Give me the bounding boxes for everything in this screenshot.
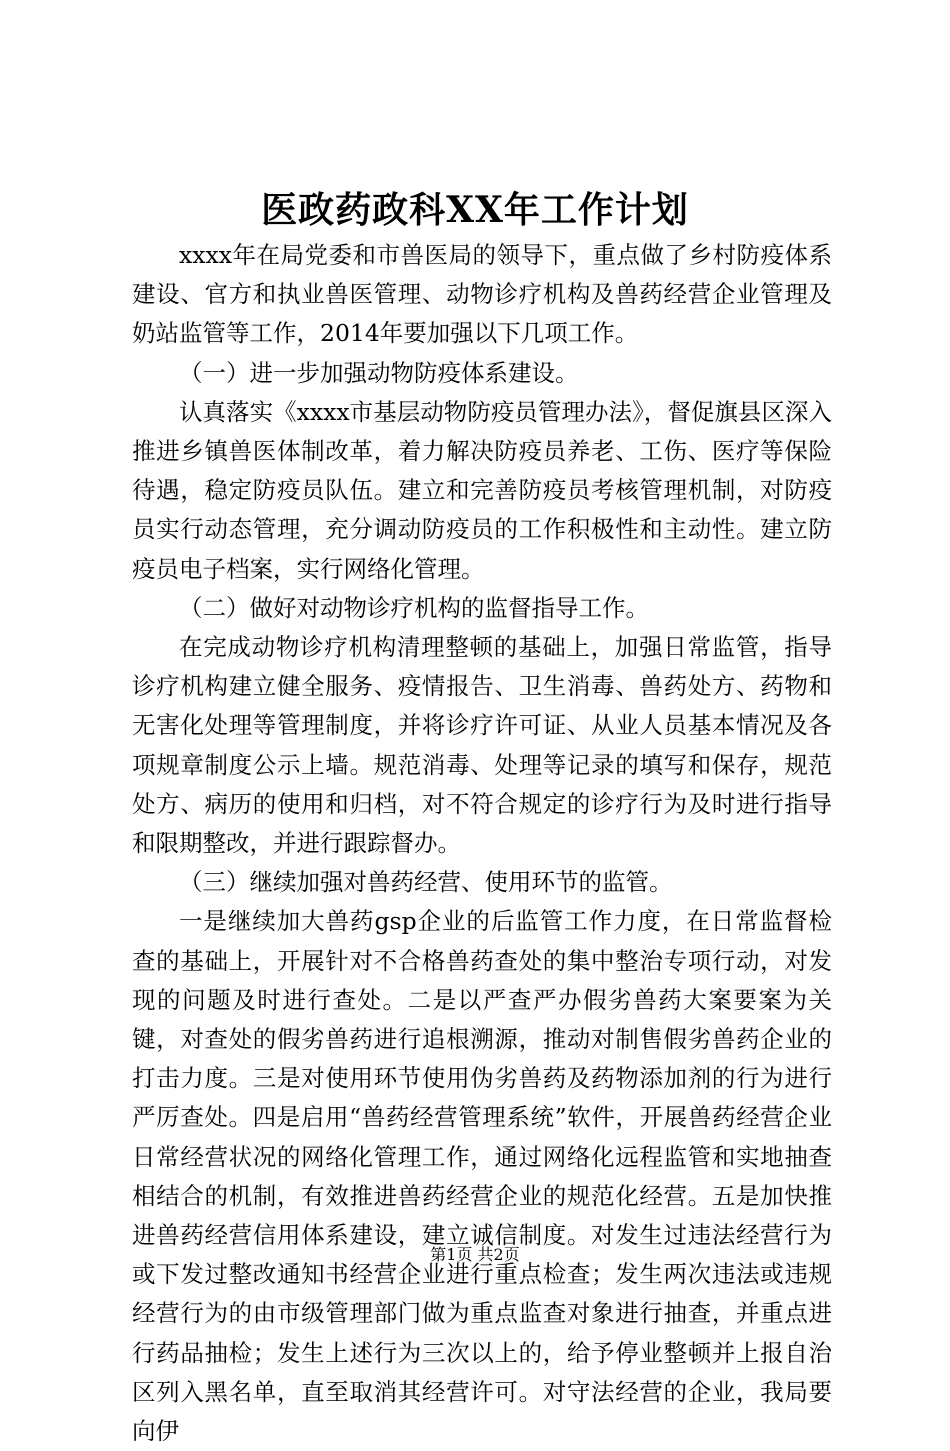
section-paragraph-1: 认真落实《xxxx市基层动物防疫员管理办法》，督促旗县区深入推进乡镇兽医体制改革，着力解决防疫员养老、工伤、医疗等保险待遇，稳定防疫员队伍。建立和完善防疫员考核管理机制，对防疫员实行动态管理，充分调动防疫员的工作积极性和主动性。建立防疫员电子档案，实行网络化管理。 — [132, 397, 832, 583]
page-number-footer: 第1页 共2页 — [430, 1245, 520, 1264]
section-paragraph-2: 在完成动物诊疗机构清理整顿的基础上，加强日常监管，指导诊疗机构建立健全服务、疫情报告、卫生消毒、兽药处方、药物和无害化处理等管理制度，并将诊疗许可证、从业人员基本情况及各项规章制度公示上墙。规范消毒、处理等记录的填写和保存，规范处方、病历的使用和归档，对不符合规定的诊疗行为及时进行指导和限期整改，并进行跟踪督办。 — [132, 633, 832, 858]
section-heading-2: （二）做好对动物诊疗机构的监督指导工作。 — [179, 593, 649, 622]
document-title: 医政药政科XX年工作计划 — [261, 189, 689, 231]
section-heading-1: （一）进一步加强动物防疫体系建设。 — [179, 358, 579, 387]
section-heading-3: （三）继续加强对兽药经营、使用环节的监管。 — [179, 868, 673, 897]
intro-paragraph: xxxx年在局党委和市兽医局的领导下，重点做了乡村防疫体系建设、官方和执业兽医管理、动物诊疗机构及兽药经营企业管理及奶站监管等工作，2014年要加强以下几项工作。 — [132, 241, 832, 348]
section-paragraph-3: 一是继续加大兽药gsp企业的后监管工作力度，在日常监督检查的基础上，开展针对不合格兽药查处的集中整治专项行动，对发现的问题及时进行查处。二是以严查严办假劣兽药大案要案为关键，对查处的假劣兽药进行追根溯源，推动对制售假劣兽药企业的打击力度。三是对使用环节使用伪劣兽药及药物添加剂的行为进行严厉查处。四是启用“兽药经营管理系统”软件，开展兽药经营企业日常经营状况的网络化管理工作，通过网络化远程监管和实地抽查相结合的机制，有效推进兽药经营企业的规范化经营。五是加快推进兽药经营信用体系建设，建立诚信制度。对发生过违法经营行为或下发过整改通知书经营企业进行重点检查；发生两次违法或违规经营行为的由市级管理部门做为重点监查对象进行抽查，并重点进行药品抽检；发生上述行为三次以上的，给予停业整顿并上报自治区列入黑名单，直至取消其经营许可。对守法经营的企业，我局要向伊 — [132, 907, 832, 1446]
document-body — [132, 236, 832, 1451]
